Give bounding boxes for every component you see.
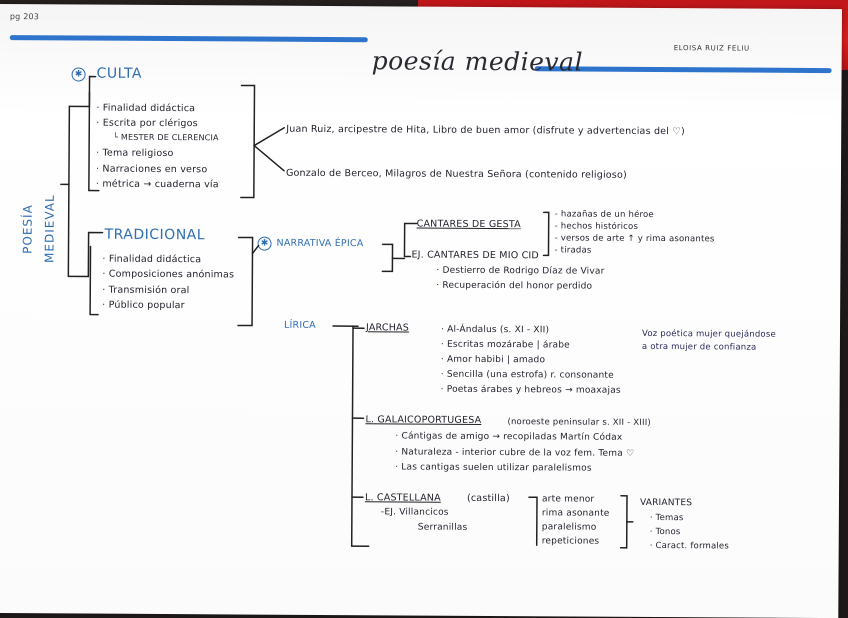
- culta-item: · Finalidad didáctica: [96, 102, 196, 115]
- castellana-feature: paralelismo: [541, 522, 597, 533]
- castellana-ejemplo: -EJ. Villancicos: [380, 507, 449, 518]
- galaico-sub: (noroeste peninsular s. XII - XIII): [507, 417, 651, 428]
- tradicional-item: · Composiciones anónimas: [102, 268, 235, 281]
- star-icon: ✱: [257, 237, 271, 251]
- notebook-page: [0, 4, 842, 618]
- castellana-heading: L. CASTELLANA: [364, 492, 441, 504]
- lirica-heading: LÍRICA: [284, 319, 316, 331]
- jarchas-note: Voz poética mujer quejándose: [641, 328, 776, 340]
- spine-line: [68, 106, 69, 276]
- jarchas-note: a otra mujer de confianza: [641, 341, 757, 353]
- jarchas-item: · Escritas mozárabe | árabe: [440, 339, 570, 351]
- galaico-item: · Cántigas de amigo → recopiladas Martín Códax: [395, 431, 623, 443]
- cantares-item: - tiradas: [554, 245, 592, 256]
- jarchas-item: · Poetas árabes y hebreos → moaxajas: [440, 384, 621, 396]
- cantares-item: - hechos históricos: [554, 221, 639, 232]
- jarchas-item: · Amor habibi | amado: [440, 354, 546, 366]
- jarchas-item: · Sencilla (una estrofa) r. consonante: [440, 369, 614, 381]
- culta-heading: CULTA: [96, 65, 143, 82]
- tradicional-heading: TRADICIONAL: [104, 226, 206, 244]
- variantes-item: · Temas: [649, 512, 684, 524]
- cantares-item: - hazañas de un héroe: [554, 209, 654, 220]
- castellana-ejemplo-2: Serranillas: [417, 522, 468, 533]
- author-name: ELOISA RUIZ FELIU: [673, 44, 750, 53]
- tradicional-item: · Público popular: [102, 299, 185, 312]
- page-title: poesía medieval: [371, 46, 584, 77]
- tradicional-item: · Finalidad didáctica: [102, 253, 202, 266]
- culta-item: · Tema religioso: [96, 147, 174, 160]
- tradicional-item: · Transmisión oral: [102, 284, 190, 297]
- galaico-item: · Las cantigas suelen utilizar paralelismos: [395, 462, 592, 474]
- castellana-feature: arte menor: [541, 494, 595, 505]
- star-icon: ✱: [72, 67, 86, 81]
- culta-author-juan-ruiz: Juan Ruiz, arcipestre de Hita, Libro de buen amor (disfrute y advertencias del ♡): [286, 123, 685, 138]
- galaico-heading: L. GALAICOPORTUGESA: [365, 414, 482, 426]
- cantares-heading: CANTARES DE GESTA: [416, 218, 521, 231]
- ejemplo-mio-cid: EJ. CANTARES DE MIO CID: [411, 249, 539, 262]
- culta-item: · Narraciones en verso: [95, 163, 208, 176]
- culta-item: · métrica → cuaderna vía: [95, 178, 219, 191]
- variantes-item: · Tonos: [649, 526, 681, 538]
- culta-author-berceo: Gonzalo de Berceo, Milagros de Nuestra Señora (contenido religioso): [285, 167, 627, 181]
- castellana-sub: (castilla): [466, 492, 510, 505]
- jarchas-item: · Al-Ándalus (s. XI - XII): [440, 324, 550, 336]
- ejemplo-item: · Destierro de Rodrigo Díaz de Vivar: [436, 265, 605, 277]
- variantes-heading: VARIANTES: [639, 497, 693, 509]
- page-number: pg 203: [9, 12, 40, 22]
- culta-item: └ MESTER DE CLERENCIA: [113, 132, 219, 143]
- variantes-item: · Caract. formales: [649, 540, 730, 552]
- galaico-item: · Naturaleza - interior cubre de la voz fem. Tema ♡: [395, 447, 635, 459]
- cantares-item: - versos de arte ↑ y rima asonantes: [554, 233, 715, 245]
- castellana-feature: rima asonante: [541, 508, 610, 519]
- ejemplo-item: · Recuperación del honor perdido: [436, 280, 593, 292]
- castellana-feature: repeticiones: [541, 536, 600, 547]
- side-label-poesia: POESÍA: [20, 204, 35, 254]
- culta-item: · Escrita por clérigos: [96, 117, 198, 130]
- mind-map-connectors: [0, 4, 842, 618]
- side-label-medieval: MEDIEVAL: [42, 194, 57, 263]
- narrativa-heading: NARRATIVA ÉPICA: [276, 237, 364, 250]
- jarchas-heading: JARCHAS: [365, 322, 410, 334]
